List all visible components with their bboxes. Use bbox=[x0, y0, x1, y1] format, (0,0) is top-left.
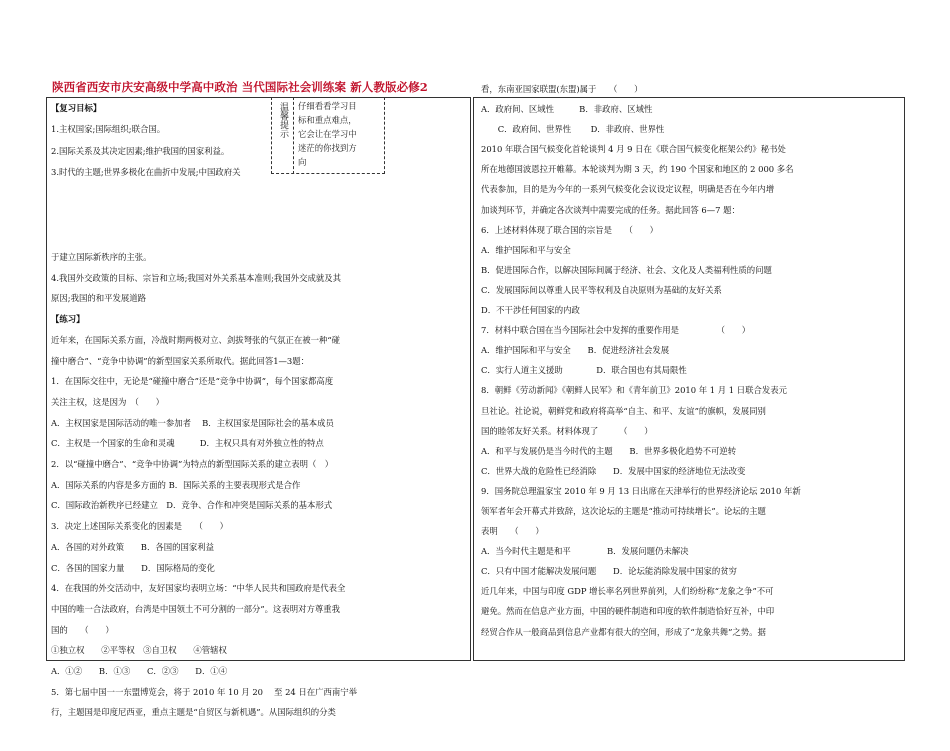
text-line: A．当今时代主题是和平 B．发展问题仍未解决 bbox=[481, 546, 689, 557]
text-line: D．不干涉任何国家的内政 bbox=[481, 305, 580, 316]
text-line: 3．决定上述国际关系变化的因素是 （ ） bbox=[51, 521, 229, 532]
text-line: 3.时代的主题;世界多极化在曲折中发展;中国政府关 bbox=[51, 166, 241, 177]
text-line: 1．在国际交往中，无论是“碰撞中磨合”还是“竞争中协调”，每个国家都高度 bbox=[51, 376, 334, 387]
text-line: 所在地德国波恩拉开帷幕。本轮谈判为期 3 天，约 190 个国家和地区的 2 000 多名 bbox=[481, 164, 794, 175]
text-line: 旦社论。社论说，朝鲜党和政府将高举“自主、和平、友谊”的旗帜，发展同别 bbox=[481, 405, 766, 416]
text-line: 8．朝鲜《劳动新闻》《朝鲜人民军》和《青年前卫》2010 年 1 月 1 日联合发表元 bbox=[481, 385, 788, 396]
text-line: 近几年来，中国与印度 GDP 增长率名列世界前列，人们纷纷称“龙象之争”不可 bbox=[481, 586, 774, 597]
text-line: 2.国际关系及其决定因素;维护我国的国家利益。 bbox=[51, 145, 230, 156]
text-line: 行，主题国是印度尼西亚，重点主题是“自贸区与新机遇”。从国际组织的分类 bbox=[51, 707, 336, 718]
text-line: 看，东南亚国家联盟(东盟)属于 （ ） bbox=[481, 84, 643, 94]
text-line: C．只有中国才能解决发展问题 D．论坛能消除发展中国家的贫穷 bbox=[481, 566, 737, 577]
text-line: A．维护国际和平与安全 B．促进经济社会发展 bbox=[481, 345, 670, 356]
text-line: A．和平与发展仍是当今时代的主题 B．世界多极化趋势不可逆转 bbox=[481, 445, 737, 456]
right-column-body bbox=[481, 79, 901, 642]
left-column-top bbox=[51, 98, 291, 183]
text-line: C．主权是一个国家的生命和灵魂 D．主权只具有对外独立性的特点 bbox=[51, 438, 324, 449]
text-line: 中国的唯一合法政府，台湾是中国领土不可分割的一部分”。这表明对方尊重我 bbox=[51, 603, 341, 614]
text-line: ①独立权 ②平等权 ③自卫权 ④管辖权 bbox=[51, 645, 227, 656]
text-line: 2．以“碰撞中磨合”、“竞争中协调”为特点的新型国际关系的建立表明（ ） bbox=[51, 459, 334, 470]
text-line: C．国际政治新秩序已经建立 D．竞争、合作和冲突是国际关系的基本形式 bbox=[51, 500, 333, 511]
text-line: 近年来，在国际关系方面，冷战时期两极对立、剑拔弩张的气氛正在被一种“碰 bbox=[51, 334, 341, 345]
text-line: 5．第七届中国一一东盟博览会，将于 2010 年 10 月 20 至 24 日在广西南宁举 bbox=[51, 686, 358, 697]
hint-label: 温馨提示 bbox=[278, 102, 288, 138]
text-line: 原因;我国的和平发展道路 bbox=[51, 293, 146, 304]
text-line: 经贸合作从一般商品到信息产业都有很大的空间，形成了“龙象共舞”之势。据 bbox=[481, 626, 766, 637]
text-line: 于建立国际新秩序的主张。 bbox=[51, 252, 152, 262]
text-line: A．主权国家是国际活动的唯一参加者 B．主权国家是国际社会的基本成员 bbox=[51, 417, 334, 428]
text-line: C．发展国际间以尊重人民平等权利及自决原则为基础的友好关系 bbox=[481, 284, 722, 295]
text-line: 7．材料中联合国在当今国际社会中发挥的重要作用是 （ ） bbox=[481, 325, 751, 336]
text-line: A．各国的对外政策 B．各国的国家利益 bbox=[51, 541, 214, 552]
text-line: A．国际关系的内容是多方面的 B．国际关系的主要表现形式是合作 bbox=[51, 479, 301, 490]
text-line: 6．上述材料体现了联合国的宗旨是 （ ） bbox=[481, 224, 659, 235]
hint-divider bbox=[293, 97, 294, 174]
text-line: 2010 年联合国气候变化首轮谈判 4 月 9 日在《联合国气候变化框架公约》秘书处 bbox=[481, 144, 786, 155]
text-line: 代表参加，目的是为今年的一系列气候变化会议设定议程，明确是否在今年内增 bbox=[481, 184, 775, 195]
text-line: 【复习目标】 bbox=[51, 103, 102, 113]
text-line: 1.主权国家;国际组织;联合国。 bbox=[51, 124, 166, 135]
text-line: 【练习】 bbox=[51, 314, 85, 325]
text-line: B．促进国际合作，以解决国际间属于经济、社会、文化及人类福利性质的问题 bbox=[481, 264, 772, 275]
page-title: 陕西省西安市庆安高级中学高中政治 当代国际社会训练案 新人教版必修2 bbox=[52, 80, 428, 94]
hint-line: 标和重点难点， bbox=[298, 115, 357, 125]
hint-line: 它会让在学习中 bbox=[298, 129, 357, 139]
text-line: 4.我国外交政策的目标、宗旨和立场;我国对外关系基本准则;我国外交成就及其 bbox=[51, 272, 342, 283]
left-column-body bbox=[51, 247, 467, 723]
text-line: 表明 （ ） bbox=[481, 526, 544, 537]
text-line: C．实行人道主义援助 D．联合国也有其局限性 bbox=[481, 365, 687, 376]
text-line: 避免。然而在信息产业方面，中国的硬件制造和印度的软件制造恰好互补，中印 bbox=[481, 606, 775, 617]
text-line: 9．国务院总理温家宝 2010 年 9 月 13 日出席在天津举行的世界经济论坛 2010 年新 bbox=[481, 485, 801, 496]
text-line: C．各国的国家力量 D．国际格局的变化 bbox=[51, 562, 215, 573]
text-line: 4．在我国的外交活动中，友好国家均表明立场：“中华人民共和国政府是代表全 bbox=[51, 583, 346, 594]
hint-line: 向 bbox=[298, 157, 307, 167]
text-line: A．政府间、区域性 B．非政府、区域性 bbox=[481, 104, 653, 115]
text-line: A．维护国际和平与安全 bbox=[481, 244, 571, 255]
text-line: 国的睦邻友好关系。材料体现了 （ ） bbox=[481, 425, 653, 436]
text-line: A．①② B．①③ C．②③ D．①④ bbox=[51, 666, 228, 677]
text-line: 国的 （ ） bbox=[51, 624, 114, 635]
text-line: 撞中磨合”、“竞争中协调”的新型国家关系所取代。据此回答1—3题： bbox=[51, 355, 309, 366]
hint-line: 迷茫的你找到方 bbox=[298, 143, 357, 153]
text-line: C．世界大战的危险性已经消除 D．发展中国家的经济地位无法改变 bbox=[481, 465, 746, 476]
text-line: 加谈判环节，并确定各次谈判中需要完成的任务。据此回答 6—7 题： bbox=[481, 204, 740, 215]
hint-line: 仔细看看学习目 bbox=[298, 101, 357, 111]
hint-text bbox=[298, 99, 382, 169]
text-line: C．政府间、世界性 D．非政府、世界性 bbox=[481, 124, 665, 135]
text-line: 领军者年会开幕式并致辞，这次论坛的主题是“推动可持续增长”。论坛的主题 bbox=[481, 505, 766, 516]
text-line: 关注主权，这是因为 （ ） bbox=[51, 396, 165, 407]
